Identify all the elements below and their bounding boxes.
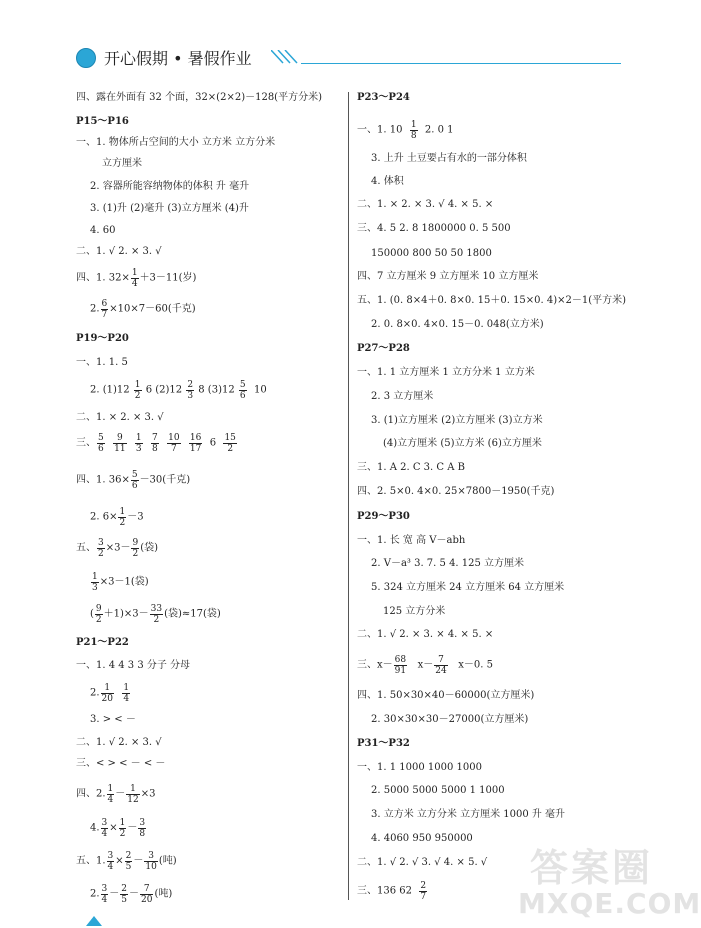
header-title: 开心假期 • 暑假作业 [104, 49, 252, 68]
answer-line: 二、1. √ 2. × 3. √ [76, 246, 162, 257]
answer-line: 四、2. 5×0. 4×0. 25×7800－1950(千克) [357, 486, 555, 497]
fraction: $\frac{68}{91}$ [394, 655, 407, 676]
fraction: $\frac{3}{4}$ [101, 884, 108, 905]
answer-line: 一、1. 4 4 3 3 分子 分母 [76, 660, 191, 671]
answer-line: 二、1. √ 2. √ 3. √ 4. × 5. √ [357, 857, 488, 868]
answer-line: 3. (1)升 (2)毫升 (3)立方厘米 (4)升 [90, 203, 249, 214]
answer-line: 五、 $\frac{3}{2}$ ×3－ $\frac{9}{2}$ (袋) [76, 538, 159, 559]
answer-line: 150000 800 50 50 1800 [371, 248, 492, 259]
page-header [76, 46, 624, 70]
fraction: $\frac{33}{2}$ [150, 604, 163, 625]
answer-line: 2. 5000 5000 5000 1 1000 [371, 785, 505, 796]
fraction: $\frac{1}{12}$ [127, 784, 139, 805]
section-heading: P23～P24 [357, 92, 410, 103]
header-stripes-icon [271, 50, 301, 66]
answer-line: 四、1. 36× $\frac{5}{6}$ －30(千克) [76, 470, 191, 491]
answer-line: ( $\frac{9}{2}$ ＋1)×3－ $\frac{33}{2}$ (袋)≈17(袋) [90, 604, 221, 625]
fraction: $\frac{1}{3}$ [92, 572, 98, 593]
answer-line: 5. 324 立方厘米 24 立方厘米 64 立方厘米 [371, 582, 565, 593]
answer-line: 一、1. 物体所占空间的大小 立方米 立方分米 [76, 137, 276, 148]
answer-line: 2. 容器所能容纳物体的体积 升 毫升 [90, 181, 250, 192]
fraction: $\frac{10}{7}$ [168, 433, 180, 454]
fraction: $\frac{3}{10}$ [145, 851, 157, 872]
answer-line: 2. $\frac{1}{20}$ $\frac{1}{4}$ [90, 683, 130, 704]
answer-line: 2. 6× $\frac{1}{2}$ －3 [90, 507, 144, 528]
fraction: $\frac{1}{2}$ [119, 507, 126, 528]
answer-line: 四、1. 50×30×40－60000(立方厘米) [357, 690, 535, 701]
answer-line: 四、7 立方厘米 9 立方厘米 10 立方厘米 [357, 271, 539, 282]
fraction: $\frac{2}{5}$ [121, 884, 128, 905]
answer-line: 2. 0. 8×0. 4×0. 15－0. 048(立方米) [371, 319, 544, 330]
answer-line: 三、x－ $\frac{68}{91}$ x－ $\frac{7}{24}$ x－0. 5 [357, 655, 494, 676]
fraction: $\frac{3}{4}$ [107, 851, 114, 872]
answer-line: 3. 上升 土豆要占有水的一部分体积 [371, 153, 527, 164]
answer-line: 三、< > < － < － [76, 758, 166, 769]
fraction: $\frac{2}{5}$ [125, 851, 132, 872]
answer-line: 二、1. × 2. × 3. √ 4. × 5. × [357, 199, 494, 210]
fraction: $\frac{15}{2}$ [224, 433, 236, 454]
fraction: $\frac{5}{6}$ [98, 433, 104, 454]
answer-line: 立方厘米 [102, 158, 142, 169]
answer-line: 四、2. $\frac{1}{4}$ － $\frac{1}{12}$ ×3 [76, 784, 156, 805]
section-heading: P21～P22 [76, 637, 129, 648]
fraction: $\frac{7}{8}$ [152, 433, 158, 454]
answer-line: 2. $\frac{3}{4}$ － $\frac{2}{5}$ － $\frac{7}{20}$ (吨) [90, 884, 173, 905]
fraction: $\frac{1}{3}$ [135, 433, 142, 454]
fraction: $\frac{5}{6}$ [239, 380, 246, 401]
fraction: $\frac{5}{6}$ [131, 470, 138, 491]
answer-line: 一、1. 1 1000 1000 1000 [357, 762, 482, 773]
fraction: $\frac{6}{7}$ [101, 299, 108, 320]
answer-line: 3. (1)立方厘米 (2)立方厘米 (3)立方米 [371, 415, 543, 426]
header-circle-icon [76, 48, 96, 68]
answer-line: 4. 60 [90, 225, 116, 236]
section-heading: P27～P28 [357, 343, 410, 354]
section-heading: P29～P30 [357, 511, 410, 522]
fraction: $\frac{9}{2}$ [95, 604, 102, 625]
answer-line: 三、1. A 2. C 3. C A B [357, 462, 465, 473]
answer-line: 二、1. √ 2. × 3. × 4. × 5. × [357, 629, 494, 640]
answer-line: 2. 30×30×30－27000(立方厘米) [371, 714, 529, 725]
fraction: $\frac{3}{4}$ [101, 818, 108, 839]
column-divider [348, 92, 349, 900]
watermark-logo: 答案圈 MXQE.COM [518, 846, 701, 920]
answer-line: 2. $\frac{6}{7}$ ×10×7－60(千克) [90, 299, 196, 320]
section-heading: P15～P16 [76, 116, 129, 127]
answer-line: 三、4. 5 2. 8 1800000 0. 5 500 [357, 223, 511, 234]
answer-line: 三、136 62 $\frac{2}{7}$ [357, 881, 427, 902]
fraction: $\frac{9}{2}$ [132, 538, 139, 559]
fraction: $\frac{1}{4}$ [107, 784, 114, 805]
fraction: $\frac{1}{20}$ [101, 683, 113, 704]
answer-line: 一、1. 长 宽 高 V－abh [357, 535, 466, 546]
answer-line: 三、 $\frac{5}{6}$ $\frac{9}{11}$ $\frac{1}{3}$ $\frac{7}{8}$ $\frac{10}{7}$ $\frac{16}{17}$ 6 $\frac{15}{2}$ [76, 433, 236, 454]
fraction: $\frac{16}{17}$ [189, 433, 202, 454]
answer-line: 3. > < － [90, 714, 136, 725]
answer-line: 125 立方分米 [383, 606, 446, 617]
fraction: $\frac{1}{4}$ [131, 268, 138, 289]
answer-line: 五、1. (0. 8×4＋0. 8×0. 15＋0. 15×0. 4)×2－1(平方米) [357, 295, 627, 306]
answer-line: 3. 立方米 立方分米 立方厘米 1000 升 毫升 [371, 809, 566, 820]
fraction: $\frac{7}{24}$ [435, 655, 447, 676]
answer-line: 四、露在外面有 32 个面，32×(2×2)－128(平方分米) [76, 92, 322, 103]
fraction: $\frac{2}{3}$ [187, 380, 194, 401]
answer-line: (4)立方厘米 (5)立方米 (6)立方厘米 [383, 438, 542, 449]
fraction: $\frac{2}{7}$ [420, 881, 427, 902]
fraction: $\frac{1}{2}$ [134, 380, 141, 401]
answer-line: $\frac{1}{3}$ ×3－1(袋) [92, 572, 149, 593]
answer-line: 2. (1)12 $\frac{1}{2}$ 6 (2)12 $\frac{2}{3}$ 8 (3)12 $\frac{5}{6}$ 10 [90, 380, 267, 401]
section-heading: P19～P20 [76, 333, 129, 344]
answer-line: 二、1. × 2. × 3. √ [76, 412, 164, 423]
fraction: $\frac{1}{8}$ [410, 120, 417, 141]
answer-line: 一、1. 1 立方厘米 1 立方分米 1 立方米 [357, 367, 535, 378]
corner-triangle-icon [86, 916, 102, 926]
answer-line: 五、1. $\frac{3}{4}$ × $\frac{2}{5}$ － $\frac{3}{10}$ (吨) [76, 851, 177, 872]
answer-line: 四、1. 32× $\frac{1}{4}$ ＋3－11(岁) [76, 268, 197, 289]
answer-line: 4. $\frac{3}{4}$ × $\frac{1}{2}$ － $\frac{3}{8}$ [90, 818, 146, 839]
fraction: $\frac{1}{2}$ [119, 818, 126, 839]
fraction: $\frac{3}{2}$ [98, 538, 104, 559]
answer-line: 4. 体积 [371, 176, 404, 187]
answer-line: 4. 4060 950 950000 [371, 833, 473, 844]
fraction: $\frac{7}{20}$ [141, 884, 153, 905]
fraction: $\frac{3}{8}$ [139, 818, 146, 839]
fraction: $\frac{9}{11}$ [114, 433, 126, 454]
answer-line: 二、1. √ 2. × 3. √ [76, 737, 162, 748]
header-rule [301, 63, 621, 64]
section-heading: P31～P32 [357, 738, 410, 749]
answer-line: 2. 3 立方厘米 [371, 391, 434, 402]
fraction: $\frac{1}{4}$ [123, 683, 130, 704]
answer-line: 一、1. 1. 5 [76, 357, 128, 368]
answer-line: 一、1. 10 $\frac{1}{8}$ 2. 0 1 [357, 120, 454, 141]
answer-line: 2. V－a³ 3. 7. 5 4. 125 立方厘米 [371, 558, 525, 569]
